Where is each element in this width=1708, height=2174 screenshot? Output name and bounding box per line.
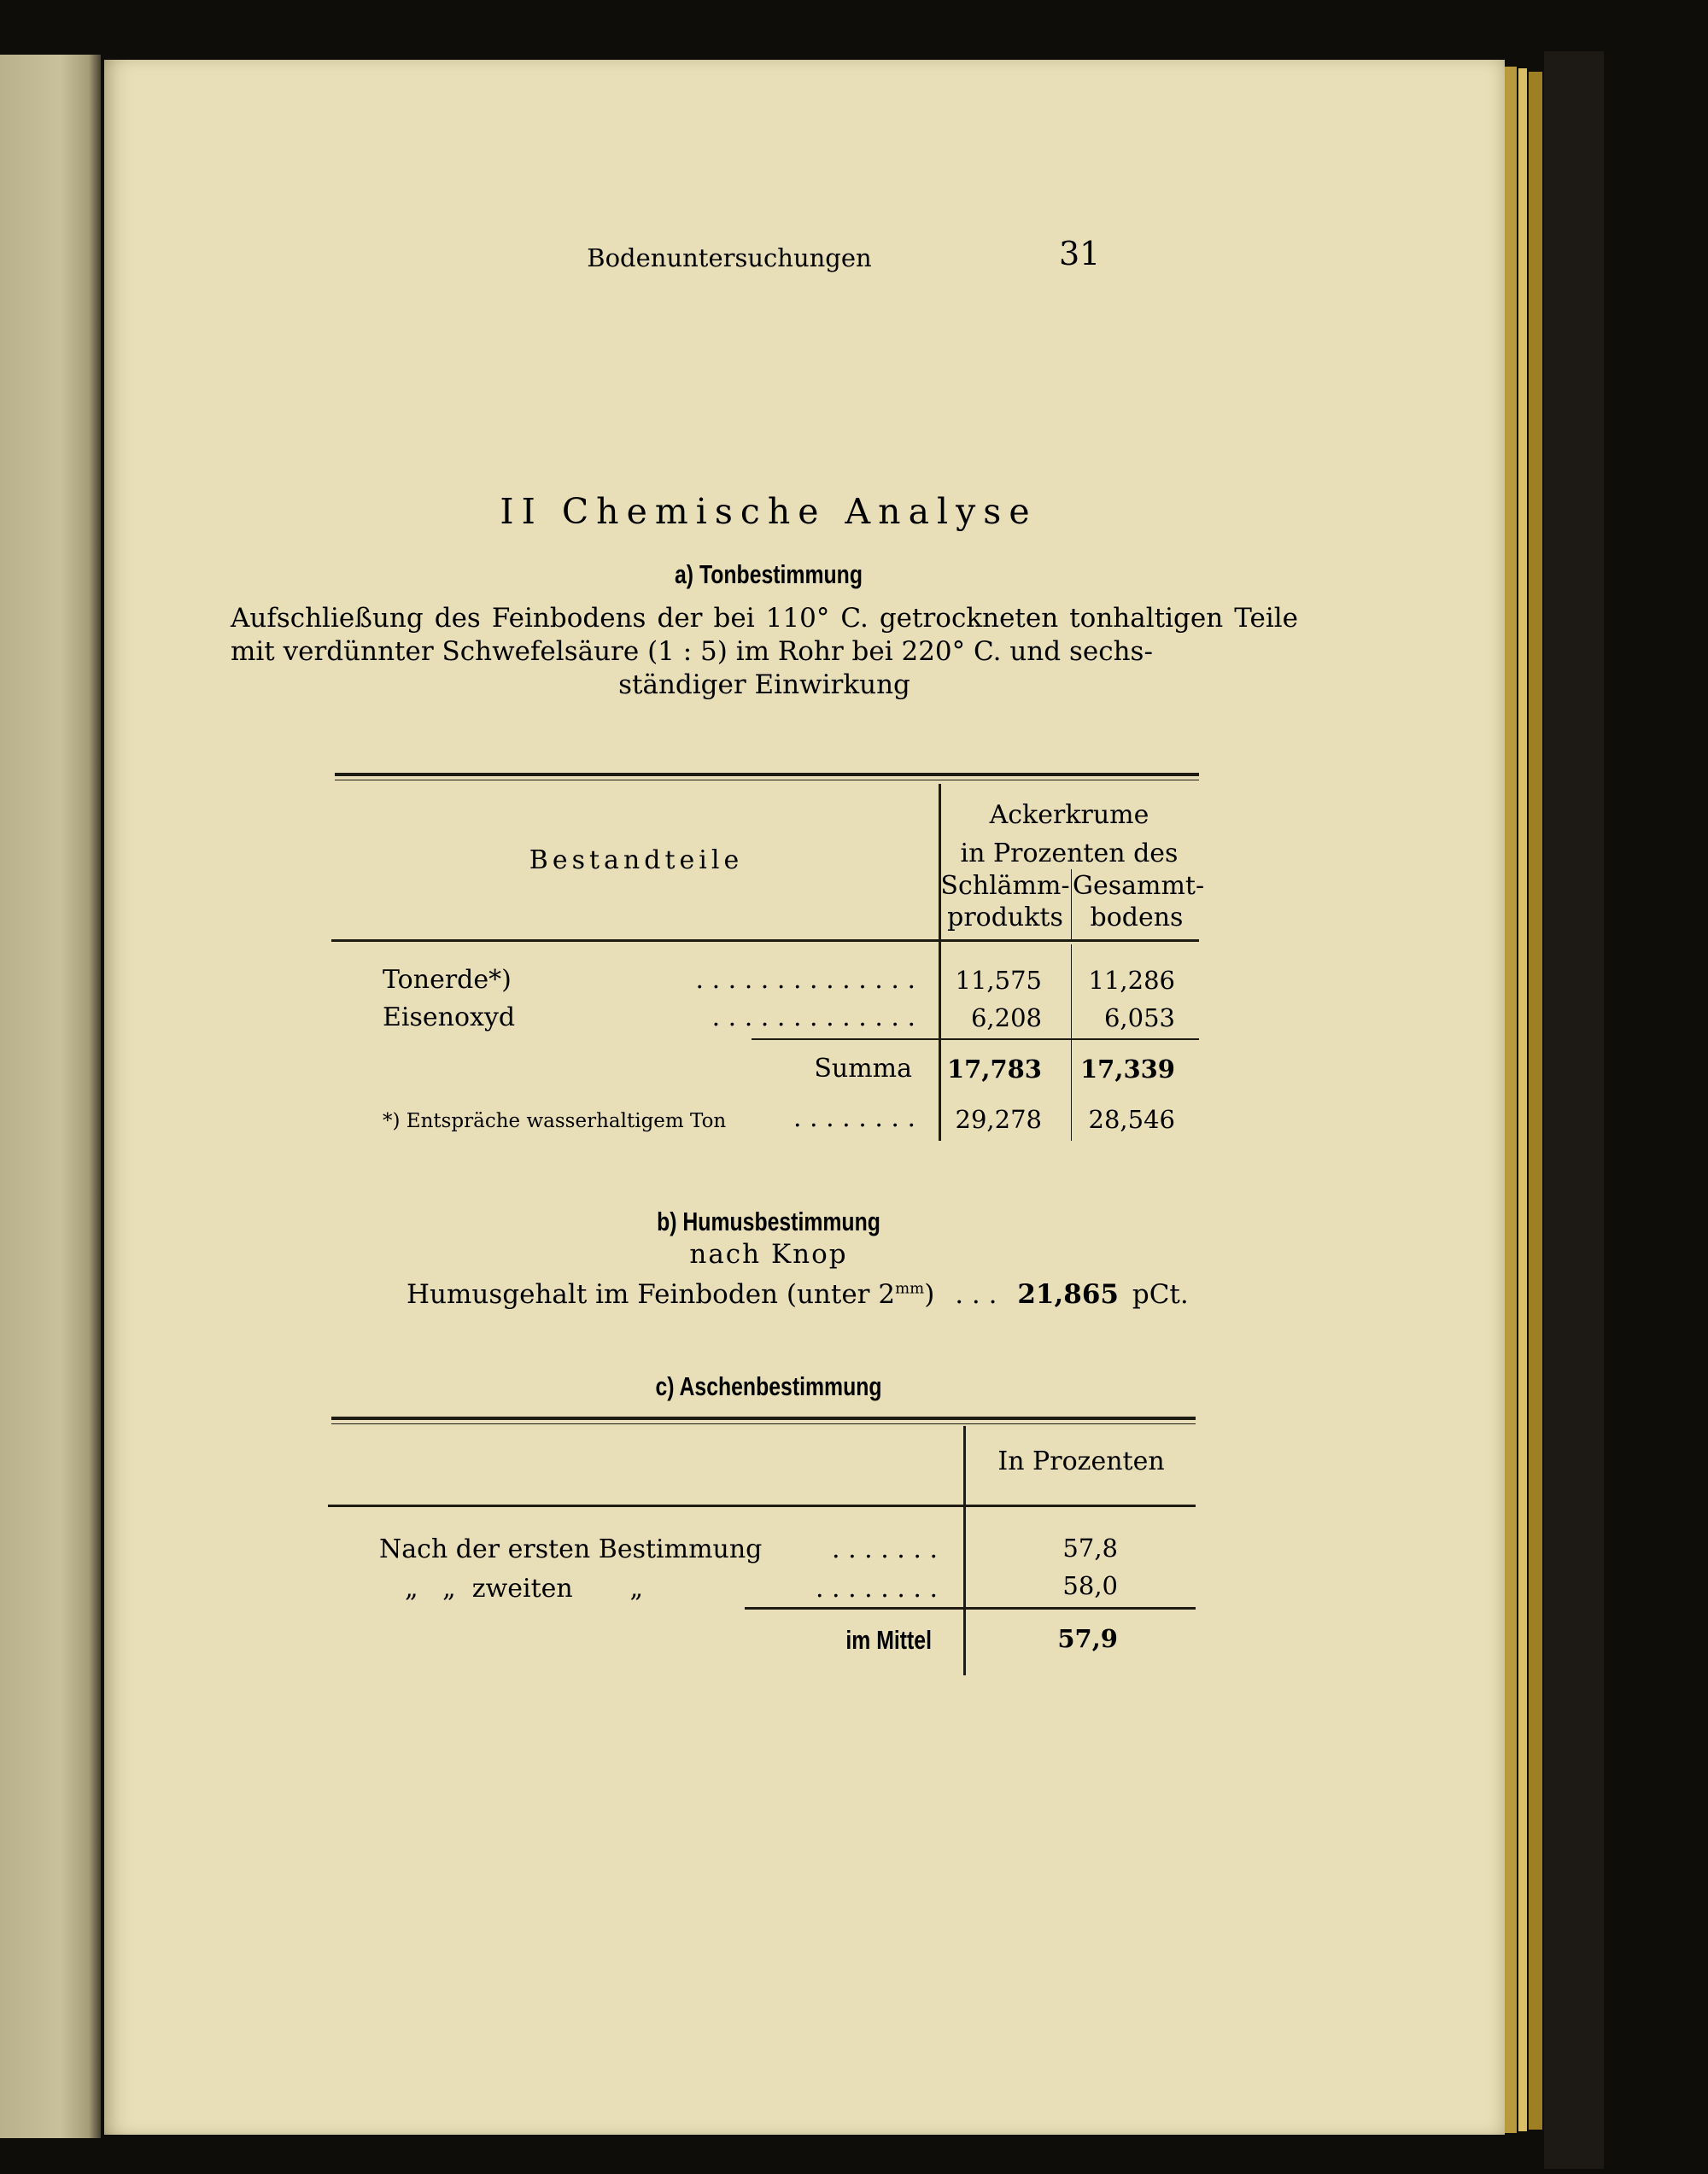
table-row-label: „ „ zweiten „ — [405, 1574, 644, 1604]
footnote-value: 29,278 — [955, 1105, 1042, 1134]
table-rule — [745, 1607, 1196, 1610]
page-edge-stack — [1505, 67, 1517, 2133]
page-edge-stack — [1529, 72, 1542, 2130]
description-line: Aufschließung des Feinbodens der bei 110° C. getrockneten tonhaltigen Teile mit verdünnter Schwefelsäure (1 : 5) im Rohr bei 220° C. und sechs- — [231, 603, 1298, 667]
unit-superscript: mm — [895, 1279, 925, 1298]
table-row-label: Nach der ersten Bestimmung — [379, 1534, 763, 1564]
table-column-rule — [1071, 869, 1072, 939]
page-title: II Chemische Analyse — [500, 491, 1038, 532]
page-edge-stack — [1518, 68, 1527, 2131]
section-c-heading: c) Aschenbestimmung — [655, 1371, 882, 1401]
column-header-gesammt: bodens — [1090, 903, 1184, 932]
leader-dots: . . . . . . . . . . . . . — [711, 1002, 915, 1032]
humus-label: Humusgehalt im Feinboden (unter 2 — [407, 1279, 896, 1310]
leader-dots: . . . . . . . . . . . . . . — [695, 965, 915, 995]
table-cell: 6,053 — [1103, 1003, 1175, 1032]
section-b-heading: b) Humusbestimmung — [657, 1207, 880, 1236]
table-cell: 6,208 — [970, 1003, 1042, 1032]
leader-dots: . . . . . . . . — [815, 1574, 938, 1604]
section-a-description — [231, 602, 1298, 702]
table-cell: 57,8 — [1062, 1534, 1118, 1563]
table-rule — [331, 939, 1199, 942]
table-rule — [331, 1423, 1196, 1424]
column-header-gesammt: Gesammt- — [1073, 871, 1205, 901]
table-rule — [335, 773, 1199, 776]
table-cell: 11,575 — [955, 966, 1042, 995]
column-subheader: in Prozenten des — [960, 839, 1179, 868]
table-row-label: Eisenoxyd — [383, 1002, 516, 1032]
table-column-rule — [1071, 944, 1072, 1141]
column-header-schlaemm: Schlämm- — [940, 871, 1070, 901]
running-head: Bodenuntersuchungen — [587, 243, 872, 272]
left-page-edge — [0, 55, 101, 2138]
humus-label-close: ) — [924, 1279, 935, 1310]
column-header-in-prozenten: In Prozenten — [997, 1446, 1165, 1476]
leader-dots: . . . . . . . — [832, 1534, 938, 1564]
footnote-label: *) Entspräche wasserhaltigem Ton — [383, 1110, 727, 1132]
humus-value: 21,865 — [1017, 1279, 1119, 1310]
leader-dots: . . . . . . . . — [793, 1103, 915, 1133]
mean-label: im Mittel — [845, 1625, 932, 1655]
mean-value: 57,9 — [1057, 1624, 1118, 1653]
table-rule — [752, 1038, 1199, 1040]
table-column-rule — [939, 784, 941, 1141]
table-rule — [331, 1417, 1196, 1420]
table-cell: 58,0 — [1062, 1571, 1118, 1600]
humus-line — [407, 1279, 1189, 1310]
table-row-label: Tonerde*) — [383, 965, 512, 995]
column-header-schlaemm: produkts — [947, 903, 1063, 932]
humus-unit: pCt. — [1132, 1279, 1189, 1310]
column-header-ackerkrume: Ackerkrume — [989, 800, 1149, 830]
sum-value: 17,339 — [1080, 1055, 1175, 1084]
book-cover — [1544, 51, 1604, 2169]
book-page — [104, 60, 1505, 2135]
footnote-value: 28,546 — [1088, 1105, 1175, 1134]
leader-dots: . . . — [955, 1279, 997, 1310]
section-b-subheading: nach Knop — [689, 1239, 848, 1270]
table-rule — [328, 1505, 1196, 1507]
table-cell: 11,286 — [1088, 966, 1175, 995]
sum-label: Summa — [814, 1054, 912, 1084]
section-a-heading: a) Tonbestimmung — [675, 559, 863, 589]
description-line: ständiger Einwirkung — [618, 669, 910, 700]
column-header-bestandteile: Bestandteile — [529, 845, 744, 875]
page-number: 31 — [1059, 235, 1101, 272]
sum-value: 17,783 — [947, 1055, 1042, 1084]
